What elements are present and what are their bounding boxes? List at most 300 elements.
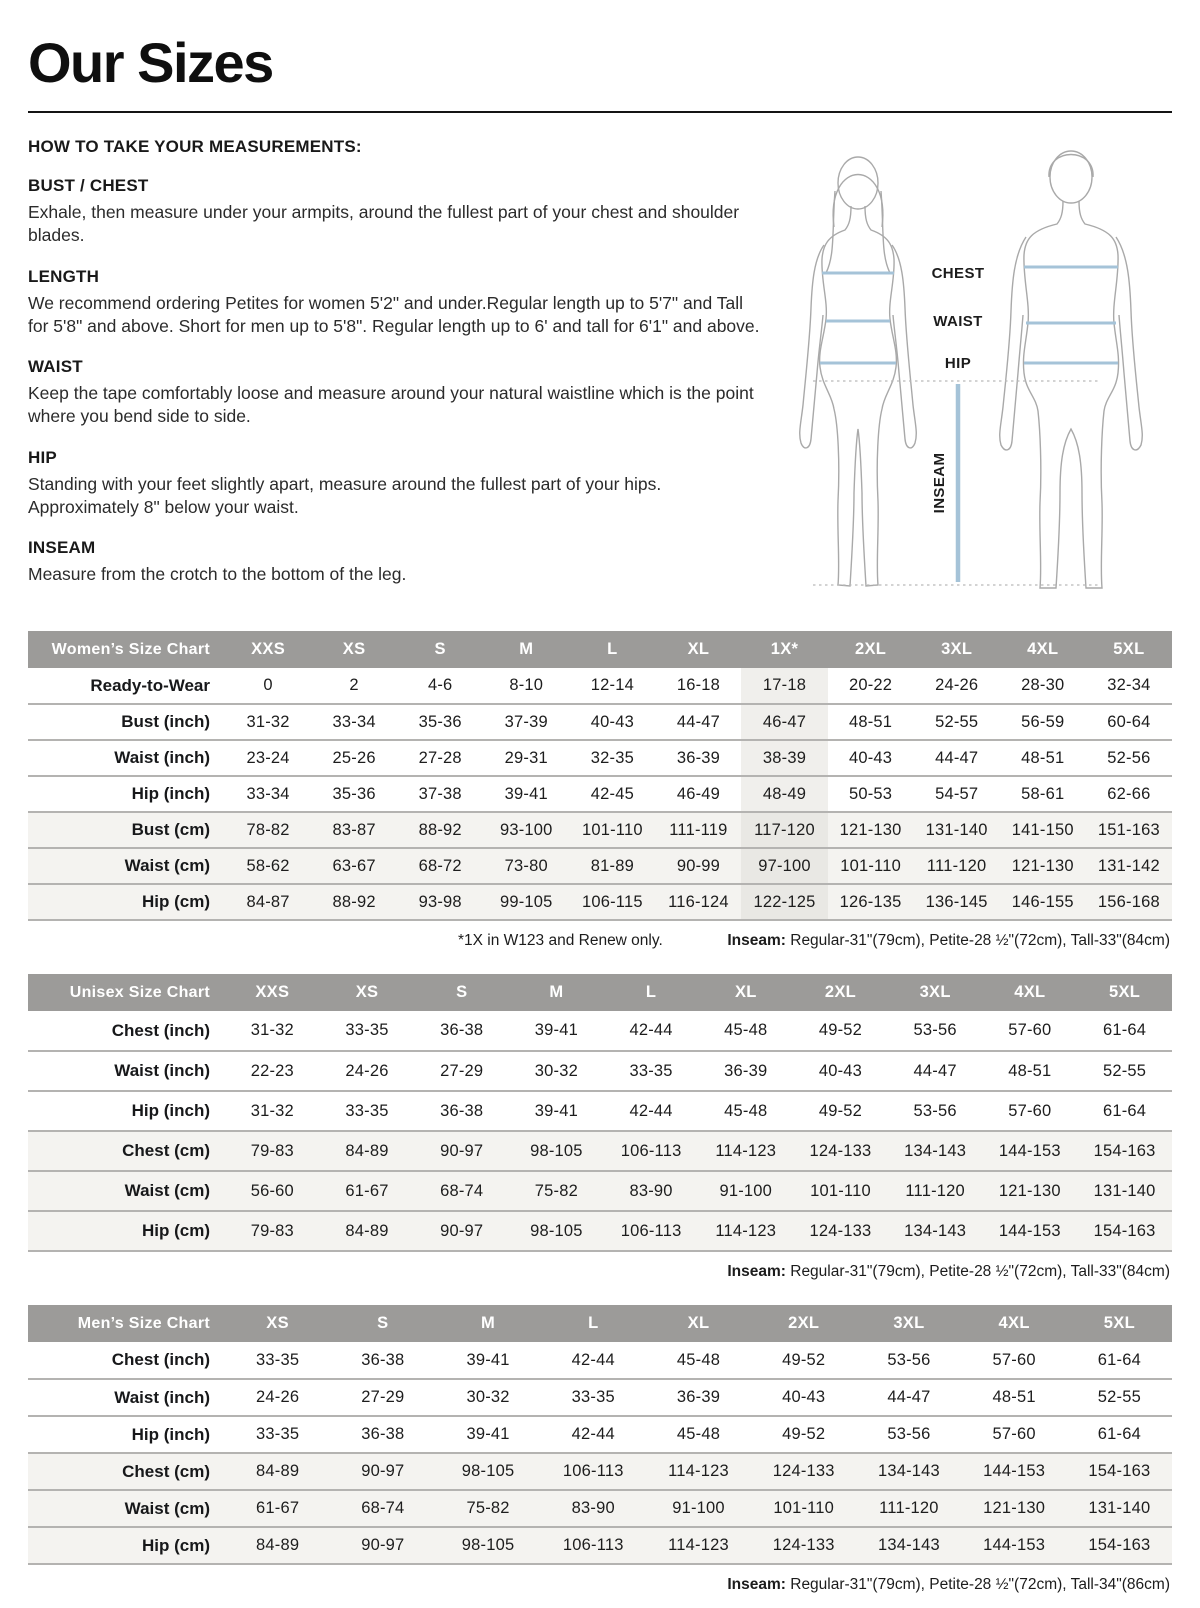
size-table-row xyxy=(28,740,1172,776)
size-cell: 83-90 xyxy=(629,1181,673,1200)
size-cell: 79-83 xyxy=(250,1141,294,1160)
size-cell: 114-123 xyxy=(668,1536,729,1554)
size-column-header: M xyxy=(435,1305,540,1342)
size-cell: 124-133 xyxy=(772,1462,835,1480)
womens-table-footnote xyxy=(30,932,1170,950)
size-cell: 93-98 xyxy=(418,892,462,911)
table-title: Women’s Size Chart xyxy=(28,631,225,668)
size-cell: 84-89 xyxy=(256,1462,300,1480)
size-cell: 0 xyxy=(263,676,273,694)
size-cell: 57-60 xyxy=(1008,1021,1052,1039)
size-table-row xyxy=(28,704,1172,740)
size-column-header: L xyxy=(569,631,655,668)
size-cell: 36-39 xyxy=(724,1061,768,1080)
inseam-label: INSEAM xyxy=(931,452,948,514)
chest-label: CHEST xyxy=(931,265,985,282)
size-column-header: 5XL xyxy=(1086,631,1172,668)
size-cell: 121-130 xyxy=(998,1181,1061,1200)
size-cell: 98-105 xyxy=(530,1141,583,1160)
size-cell: 121-130 xyxy=(983,1499,1046,1517)
size-cell: 49-52 xyxy=(818,1101,863,1120)
size-cell: 45-48 xyxy=(676,1425,721,1443)
size-cell: 90-99 xyxy=(676,856,721,875)
size-column-header: 1X* xyxy=(741,631,827,668)
size-cell: 52-55 xyxy=(1097,1388,1141,1406)
size-table-row xyxy=(28,1527,1172,1564)
size-cell: 116-124 xyxy=(668,892,729,911)
size-cell: 8-10 xyxy=(509,676,544,694)
row-label: Ready-to-Wear xyxy=(90,675,210,695)
size-column-header: 5XL xyxy=(1077,974,1172,1011)
size-cell: 124-133 xyxy=(809,1221,872,1240)
size-cell: 79-83 xyxy=(250,1221,294,1240)
section-title: INSEAM xyxy=(28,538,96,558)
size-cell: 52-55 xyxy=(1102,1061,1147,1080)
size-cell: 27-28 xyxy=(418,748,462,767)
size-column-header: XL xyxy=(698,974,793,1011)
size-cell: 36-39 xyxy=(676,748,721,767)
size-cell: 98-105 xyxy=(461,1536,515,1554)
size-cell: 154-163 xyxy=(1093,1221,1156,1240)
section-body: Keep the tape comfortably loose and measure around your natural waistline which is the point where you bend side to side. xyxy=(28,383,754,427)
size-column-header: M xyxy=(509,974,604,1011)
size-cell: 84-89 xyxy=(345,1221,389,1240)
size-cell: 36-38 xyxy=(361,1350,405,1369)
size-table-row xyxy=(28,1011,1172,1051)
size-cell: 52-55 xyxy=(935,712,979,731)
size-cell: 50-53 xyxy=(848,784,893,803)
size-column-header: XL xyxy=(655,631,741,668)
size-cell: 106-113 xyxy=(562,1536,624,1554)
size-column-header: XXS xyxy=(225,974,320,1011)
size-cell: 49-52 xyxy=(818,1021,863,1039)
size-cell: 40-43 xyxy=(818,1061,863,1080)
size-table-row xyxy=(28,1131,1172,1171)
section-body: Standing with your feet slightly apart, measure around the fullest part of your hips. Approximately 8" below your waist. xyxy=(28,473,662,517)
size-cell: 111-120 xyxy=(905,1181,965,1200)
row-label: Hip (cm) xyxy=(142,1221,210,1240)
size-cell: 106-115 xyxy=(581,892,643,911)
size-cell: 73-80 xyxy=(504,856,548,875)
size-table-row xyxy=(28,1490,1172,1527)
section-body: Measure from the crotch to the bottom of the leg. xyxy=(28,564,407,585)
size-cell: 28-30 xyxy=(1021,676,1065,694)
size-cell: 54-57 xyxy=(935,784,979,803)
size-cell: 36-38 xyxy=(361,1425,405,1443)
row-label: Waist (inch) xyxy=(114,1387,210,1407)
size-cell: 61-67 xyxy=(256,1499,300,1517)
size-cell: 24-26 xyxy=(345,1061,389,1080)
title-divider xyxy=(28,111,1172,113)
size-table-row xyxy=(28,1211,1172,1251)
size-cell: 39-41 xyxy=(466,1425,510,1443)
size-cell: 101-110 xyxy=(840,856,901,875)
size-cell: 31-32 xyxy=(250,1101,294,1120)
size-cell: 33-35 xyxy=(345,1101,389,1120)
size-column-header: 2XL xyxy=(793,974,888,1011)
size-column-header: XS xyxy=(320,974,415,1011)
size-table-row xyxy=(28,884,1172,920)
size-cell: 144-153 xyxy=(983,1462,1046,1480)
size-cell: 126-135 xyxy=(839,892,902,911)
unisex-table-footnote xyxy=(30,1263,1170,1281)
size-cell: 101-110 xyxy=(581,820,643,839)
size-cell: 68-74 xyxy=(361,1499,405,1517)
instruction-section-length xyxy=(28,267,764,339)
size-cell: 40-43 xyxy=(848,748,893,767)
size-table-row xyxy=(28,1379,1172,1416)
size-column-header: 4XL xyxy=(962,1305,1067,1342)
size-column-header: XS xyxy=(311,631,397,668)
size-cell: 39-41 xyxy=(534,1021,578,1039)
size-cell: 33-35 xyxy=(571,1388,615,1406)
row-label: Waist (cm) xyxy=(124,1498,210,1518)
page-title: Our Sizes xyxy=(28,31,273,94)
size-cell: 117-120 xyxy=(741,812,827,848)
size-cell: 114-123 xyxy=(715,1141,777,1160)
size-column-header: 3XL xyxy=(888,974,983,1011)
instruction-section-waist xyxy=(28,357,764,429)
size-cell: 46-49 xyxy=(676,784,721,803)
size-cell: 91-100 xyxy=(672,1499,725,1517)
size-cell: 60-64 xyxy=(1107,712,1151,731)
size-cell: 134-143 xyxy=(904,1221,967,1240)
footnote-inseam: Inseam: Regular-31"(79cm), Petite-28 ½"(72cm), Tall-34"(86cm) xyxy=(727,1576,1170,1593)
row-label: Chest (inch) xyxy=(111,1020,210,1040)
size-cell: 90-97 xyxy=(361,1462,405,1480)
mens-table-footnote xyxy=(30,1576,1170,1594)
size-cell: 68-72 xyxy=(418,856,462,875)
size-cell: 44-47 xyxy=(887,1388,931,1406)
footnote-inseam-label: Inseam: xyxy=(727,1576,786,1593)
size-cell: 46-47 xyxy=(741,704,827,740)
waist-label: WAIST xyxy=(933,313,983,330)
size-column-header: 2XL xyxy=(828,631,914,668)
size-cell: 134-143 xyxy=(877,1462,940,1480)
size-cell: 144-153 xyxy=(998,1141,1061,1160)
size-cell: 83-87 xyxy=(332,820,376,839)
size-table-row xyxy=(28,668,1172,704)
size-cell: 88-92 xyxy=(418,820,462,839)
size-cell: 35-36 xyxy=(418,712,462,731)
table-title: Men’s Size Chart xyxy=(28,1305,225,1342)
size-cell: 121-130 xyxy=(1011,856,1074,875)
size-cell: 44-47 xyxy=(913,1061,957,1080)
size-charts xyxy=(28,631,1172,1594)
size-cell: 90-97 xyxy=(361,1536,405,1554)
size-cell: 75-82 xyxy=(466,1499,510,1517)
female-figure-outline xyxy=(800,157,917,586)
size-cell: 44-47 xyxy=(676,712,721,731)
size-cell: 97-100 xyxy=(741,848,827,884)
instructions-heading: HOW TO TAKE YOUR MEASUREMENTS: xyxy=(28,137,362,156)
size-cell: 39-41 xyxy=(466,1350,510,1369)
size-cell: 61-64 xyxy=(1097,1350,1141,1369)
size-cell: 32-34 xyxy=(1107,676,1151,694)
row-label: Waist (cm) xyxy=(124,856,210,875)
size-cell: 61-64 xyxy=(1102,1101,1147,1120)
size-cell: 53-56 xyxy=(913,1101,957,1120)
size-cell: 52-56 xyxy=(1107,748,1151,767)
size-table-row xyxy=(28,1171,1172,1211)
size-cell: 48-51 xyxy=(848,712,893,731)
size-cell: 36-38 xyxy=(440,1101,484,1120)
row-label: Chest (cm) xyxy=(122,1141,210,1160)
womens-size-chart-table xyxy=(28,631,1172,921)
size-cell: 154-163 xyxy=(1093,1141,1156,1160)
size-cell: 24-26 xyxy=(935,676,979,694)
size-cell: 40-43 xyxy=(590,712,634,731)
size-cell: 84-87 xyxy=(246,892,290,911)
size-cell: 90-97 xyxy=(440,1221,484,1240)
size-cell: 56-60 xyxy=(250,1181,294,1200)
size-cell: 98-105 xyxy=(530,1221,583,1240)
size-cell: 154-163 xyxy=(1088,1536,1151,1554)
size-cell: 62-66 xyxy=(1107,784,1151,803)
size-column-header: 4XL xyxy=(983,974,1078,1011)
size-cell: 48-51 xyxy=(1021,748,1065,767)
size-column-header: 5XL xyxy=(1067,1305,1172,1342)
size-cell: 48-51 xyxy=(992,1388,1036,1406)
size-cell: 48-51 xyxy=(1008,1061,1052,1080)
size-cell: 33-35 xyxy=(256,1425,300,1443)
size-cell: 101-110 xyxy=(773,1499,835,1517)
size-cell: 33-34 xyxy=(246,784,290,803)
size-cell: 42-44 xyxy=(629,1021,673,1039)
size-cell: 22-23 xyxy=(250,1061,294,1080)
male-figure-outline xyxy=(1000,151,1143,588)
size-cell: 2 xyxy=(349,676,359,694)
size-cell: 121-130 xyxy=(839,820,902,839)
size-cell: 44-47 xyxy=(935,748,979,767)
size-cell: 39-41 xyxy=(504,784,548,803)
size-cell: 38-39 xyxy=(741,740,827,776)
size-cell: 131-140 xyxy=(1088,1499,1151,1517)
size-cell: 45-48 xyxy=(676,1350,721,1369)
size-column-header: XS xyxy=(225,1305,330,1342)
size-cell: 154-163 xyxy=(1088,1462,1151,1480)
size-cell: 31-32 xyxy=(250,1021,294,1039)
section-title: LENGTH xyxy=(28,266,100,286)
row-label: Hip (inch) xyxy=(131,1101,210,1120)
size-cell: 33-35 xyxy=(256,1350,300,1369)
size-cell: 16-18 xyxy=(676,676,721,694)
size-cell: 88-92 xyxy=(332,892,376,911)
size-cell: 57-60 xyxy=(992,1425,1036,1443)
size-cell: 84-89 xyxy=(256,1536,300,1554)
size-cell: 98-105 xyxy=(461,1462,515,1480)
size-cell: 122-125 xyxy=(741,884,827,920)
size-cell: 37-39 xyxy=(504,712,548,731)
size-cell: 61-64 xyxy=(1102,1021,1147,1039)
section-body: We recommend ordering Petites for women 5'2" and under.Regular length up to 5'7" and Tall for 5'8" and above. Short for men up to 5'8". Regular length up to 6' and tall for 6'1" and above. xyxy=(28,292,760,336)
size-cell: 33-35 xyxy=(345,1021,389,1039)
row-label: Hip (inch) xyxy=(131,784,210,803)
size-table-row xyxy=(28,1342,1172,1379)
measurement-instructions xyxy=(28,133,764,586)
size-table-row xyxy=(28,1051,1172,1091)
size-cell: 106-113 xyxy=(562,1462,624,1480)
size-column-header: 2XL xyxy=(751,1305,856,1342)
size-cell: 131-142 xyxy=(1097,856,1160,875)
size-column-header: S xyxy=(414,974,509,1011)
table-title: Unisex Size Chart xyxy=(28,974,225,1011)
unisex-size-chart-table xyxy=(28,974,1172,1252)
size-cell: 101-110 xyxy=(810,1181,871,1200)
size-column-header: L xyxy=(604,974,699,1011)
size-cell: 83-90 xyxy=(571,1499,615,1517)
size-cell: 134-143 xyxy=(877,1536,940,1554)
instruction-section-hip xyxy=(28,448,764,520)
size-cell: 36-38 xyxy=(440,1021,484,1039)
section-title: HIP xyxy=(28,447,57,467)
size-cell: 4-6 xyxy=(427,676,453,694)
size-cell: 32-35 xyxy=(590,748,634,767)
footnote-asterisk-note: *1X in W123 and Renew only. xyxy=(458,932,663,949)
section-body: Exhale, then measure under your armpits, around the fullest part of your chest and shoulder blades. xyxy=(28,202,740,246)
row-label: Waist (inch) xyxy=(114,748,210,767)
footnote-inseam: Inseam: Regular-31"(79cm), Petite-28 ½"(72cm), Tall-33"(84cm) xyxy=(727,932,1170,949)
size-cell: 53-56 xyxy=(887,1350,931,1369)
size-cell: 144-153 xyxy=(998,1221,1061,1240)
instruction-section-bust-chest xyxy=(28,176,764,248)
size-cell: 49-52 xyxy=(782,1350,826,1369)
mens-size-chart-table xyxy=(28,1305,1172,1565)
size-cell: 81-89 xyxy=(590,856,634,875)
measurement-figures-illustration xyxy=(768,133,1172,607)
size-cell: 144-153 xyxy=(983,1536,1046,1554)
size-column-header: S xyxy=(397,631,483,668)
size-cell: 106-113 xyxy=(620,1141,682,1160)
size-column-header: XL xyxy=(646,1305,751,1342)
size-cell: 35-36 xyxy=(332,784,376,803)
instruction-section-inseam xyxy=(28,538,764,586)
row-label: Hip (cm) xyxy=(142,892,210,911)
size-cell: 57-60 xyxy=(992,1350,1036,1369)
size-cell: 39-41 xyxy=(534,1101,578,1120)
size-cell: 45-48 xyxy=(724,1021,768,1039)
size-cell: 111-120 xyxy=(879,1499,939,1517)
size-cell: 58-62 xyxy=(246,856,290,875)
size-cell: 111-120 xyxy=(926,856,987,875)
size-table-row xyxy=(28,1453,1172,1490)
size-cell: 91-100 xyxy=(719,1181,773,1200)
row-label: Bust (cm) xyxy=(131,820,210,839)
size-cell: 33-35 xyxy=(629,1061,673,1080)
size-cell: 53-56 xyxy=(887,1425,931,1443)
size-cell: 42-44 xyxy=(571,1350,615,1369)
size-column-header: M xyxy=(483,631,569,668)
row-label: Hip (cm) xyxy=(142,1535,210,1555)
size-column-header: 3XL xyxy=(914,631,1000,668)
size-cell: 78-82 xyxy=(246,820,290,839)
section-title: WAIST xyxy=(28,357,83,377)
size-cell: 36-39 xyxy=(676,1388,721,1406)
size-column-header: 3XL xyxy=(856,1305,961,1342)
size-cell: 42-45 xyxy=(590,784,634,803)
size-cell: 131-140 xyxy=(925,820,988,839)
row-label: Chest (cm) xyxy=(122,1461,210,1481)
size-cell: 124-133 xyxy=(772,1536,835,1554)
size-table-row xyxy=(28,1091,1172,1131)
size-cell: 61-67 xyxy=(345,1181,389,1200)
size-cell: 75-82 xyxy=(534,1181,578,1200)
size-cell: 40-43 xyxy=(782,1388,826,1406)
size-cell: 53-56 xyxy=(913,1021,957,1039)
size-cell: 30-32 xyxy=(466,1388,510,1406)
size-cell: 20-22 xyxy=(848,676,893,694)
size-cell: 99-105 xyxy=(499,892,553,911)
size-cell: 124-133 xyxy=(809,1141,872,1160)
size-cell: 58-61 xyxy=(1021,784,1065,803)
size-cell: 31-32 xyxy=(246,712,290,731)
size-column-header: 4XL xyxy=(1000,631,1086,668)
row-label: Waist (cm) xyxy=(124,1181,210,1200)
size-column-header: L xyxy=(541,1305,646,1342)
size-cell: 131-140 xyxy=(1093,1181,1156,1200)
size-column-header: XXS xyxy=(225,631,311,668)
size-cell: 33-34 xyxy=(332,712,376,731)
footnote-inseam: Inseam: Regular-31"(79cm), Petite-28 ½"(72cm), Tall-33"(84cm) xyxy=(727,1263,1170,1280)
size-cell: 61-64 xyxy=(1097,1425,1141,1443)
size-cell: 114-123 xyxy=(715,1221,777,1240)
row-label: Bust (inch) xyxy=(121,712,210,731)
size-cell: 84-89 xyxy=(345,1141,389,1160)
size-table-row xyxy=(28,1416,1172,1453)
size-cell: 111-119 xyxy=(669,820,728,839)
size-cell: 42-44 xyxy=(571,1425,615,1443)
size-cell: 134-143 xyxy=(904,1141,967,1160)
footnote-inseam-label: Inseam: xyxy=(727,932,786,949)
size-cell: 23-24 xyxy=(246,748,290,767)
size-cell: 37-38 xyxy=(418,784,462,803)
size-cell: 106-113 xyxy=(620,1221,682,1240)
body-measurement-diagram xyxy=(768,133,1172,607)
size-cell: 136-145 xyxy=(925,892,988,911)
size-cell: 68-74 xyxy=(440,1181,484,1200)
size-cell: 12-14 xyxy=(590,676,634,694)
size-table-row xyxy=(28,812,1172,848)
size-column-header: S xyxy=(330,1305,435,1342)
size-cell: 56-59 xyxy=(1021,712,1065,731)
size-table-row xyxy=(28,776,1172,812)
size-cell: 24-26 xyxy=(256,1388,300,1406)
size-cell: 25-26 xyxy=(332,748,376,767)
row-label: Waist (inch) xyxy=(114,1061,210,1080)
size-cell: 57-60 xyxy=(1008,1101,1052,1120)
size-cell: 29-31 xyxy=(504,748,548,767)
measurement-guide xyxy=(28,133,1172,607)
row-label: Chest (inch) xyxy=(111,1350,210,1369)
size-cell: 27-29 xyxy=(440,1061,484,1080)
size-cell: 48-49 xyxy=(741,776,827,812)
size-cell: 27-29 xyxy=(361,1388,405,1406)
row-label: Hip (inch) xyxy=(131,1424,210,1444)
size-cell: 93-100 xyxy=(499,820,553,839)
section-title: BUST / CHEST xyxy=(28,176,149,195)
size-cell: 42-44 xyxy=(629,1101,673,1120)
size-table-row xyxy=(28,848,1172,884)
hip-label: HIP xyxy=(944,355,972,372)
size-cell: 156-168 xyxy=(1097,892,1160,911)
size-cell: 141-150 xyxy=(1011,820,1074,839)
size-cell: 146-155 xyxy=(1011,892,1074,911)
size-cell: 17-18 xyxy=(741,668,827,704)
size-cell: 151-163 xyxy=(1097,820,1160,839)
size-cell: 49-52 xyxy=(782,1425,826,1443)
size-cell: 90-97 xyxy=(440,1141,484,1160)
footnote-inseam-label: Inseam: xyxy=(727,1263,786,1280)
